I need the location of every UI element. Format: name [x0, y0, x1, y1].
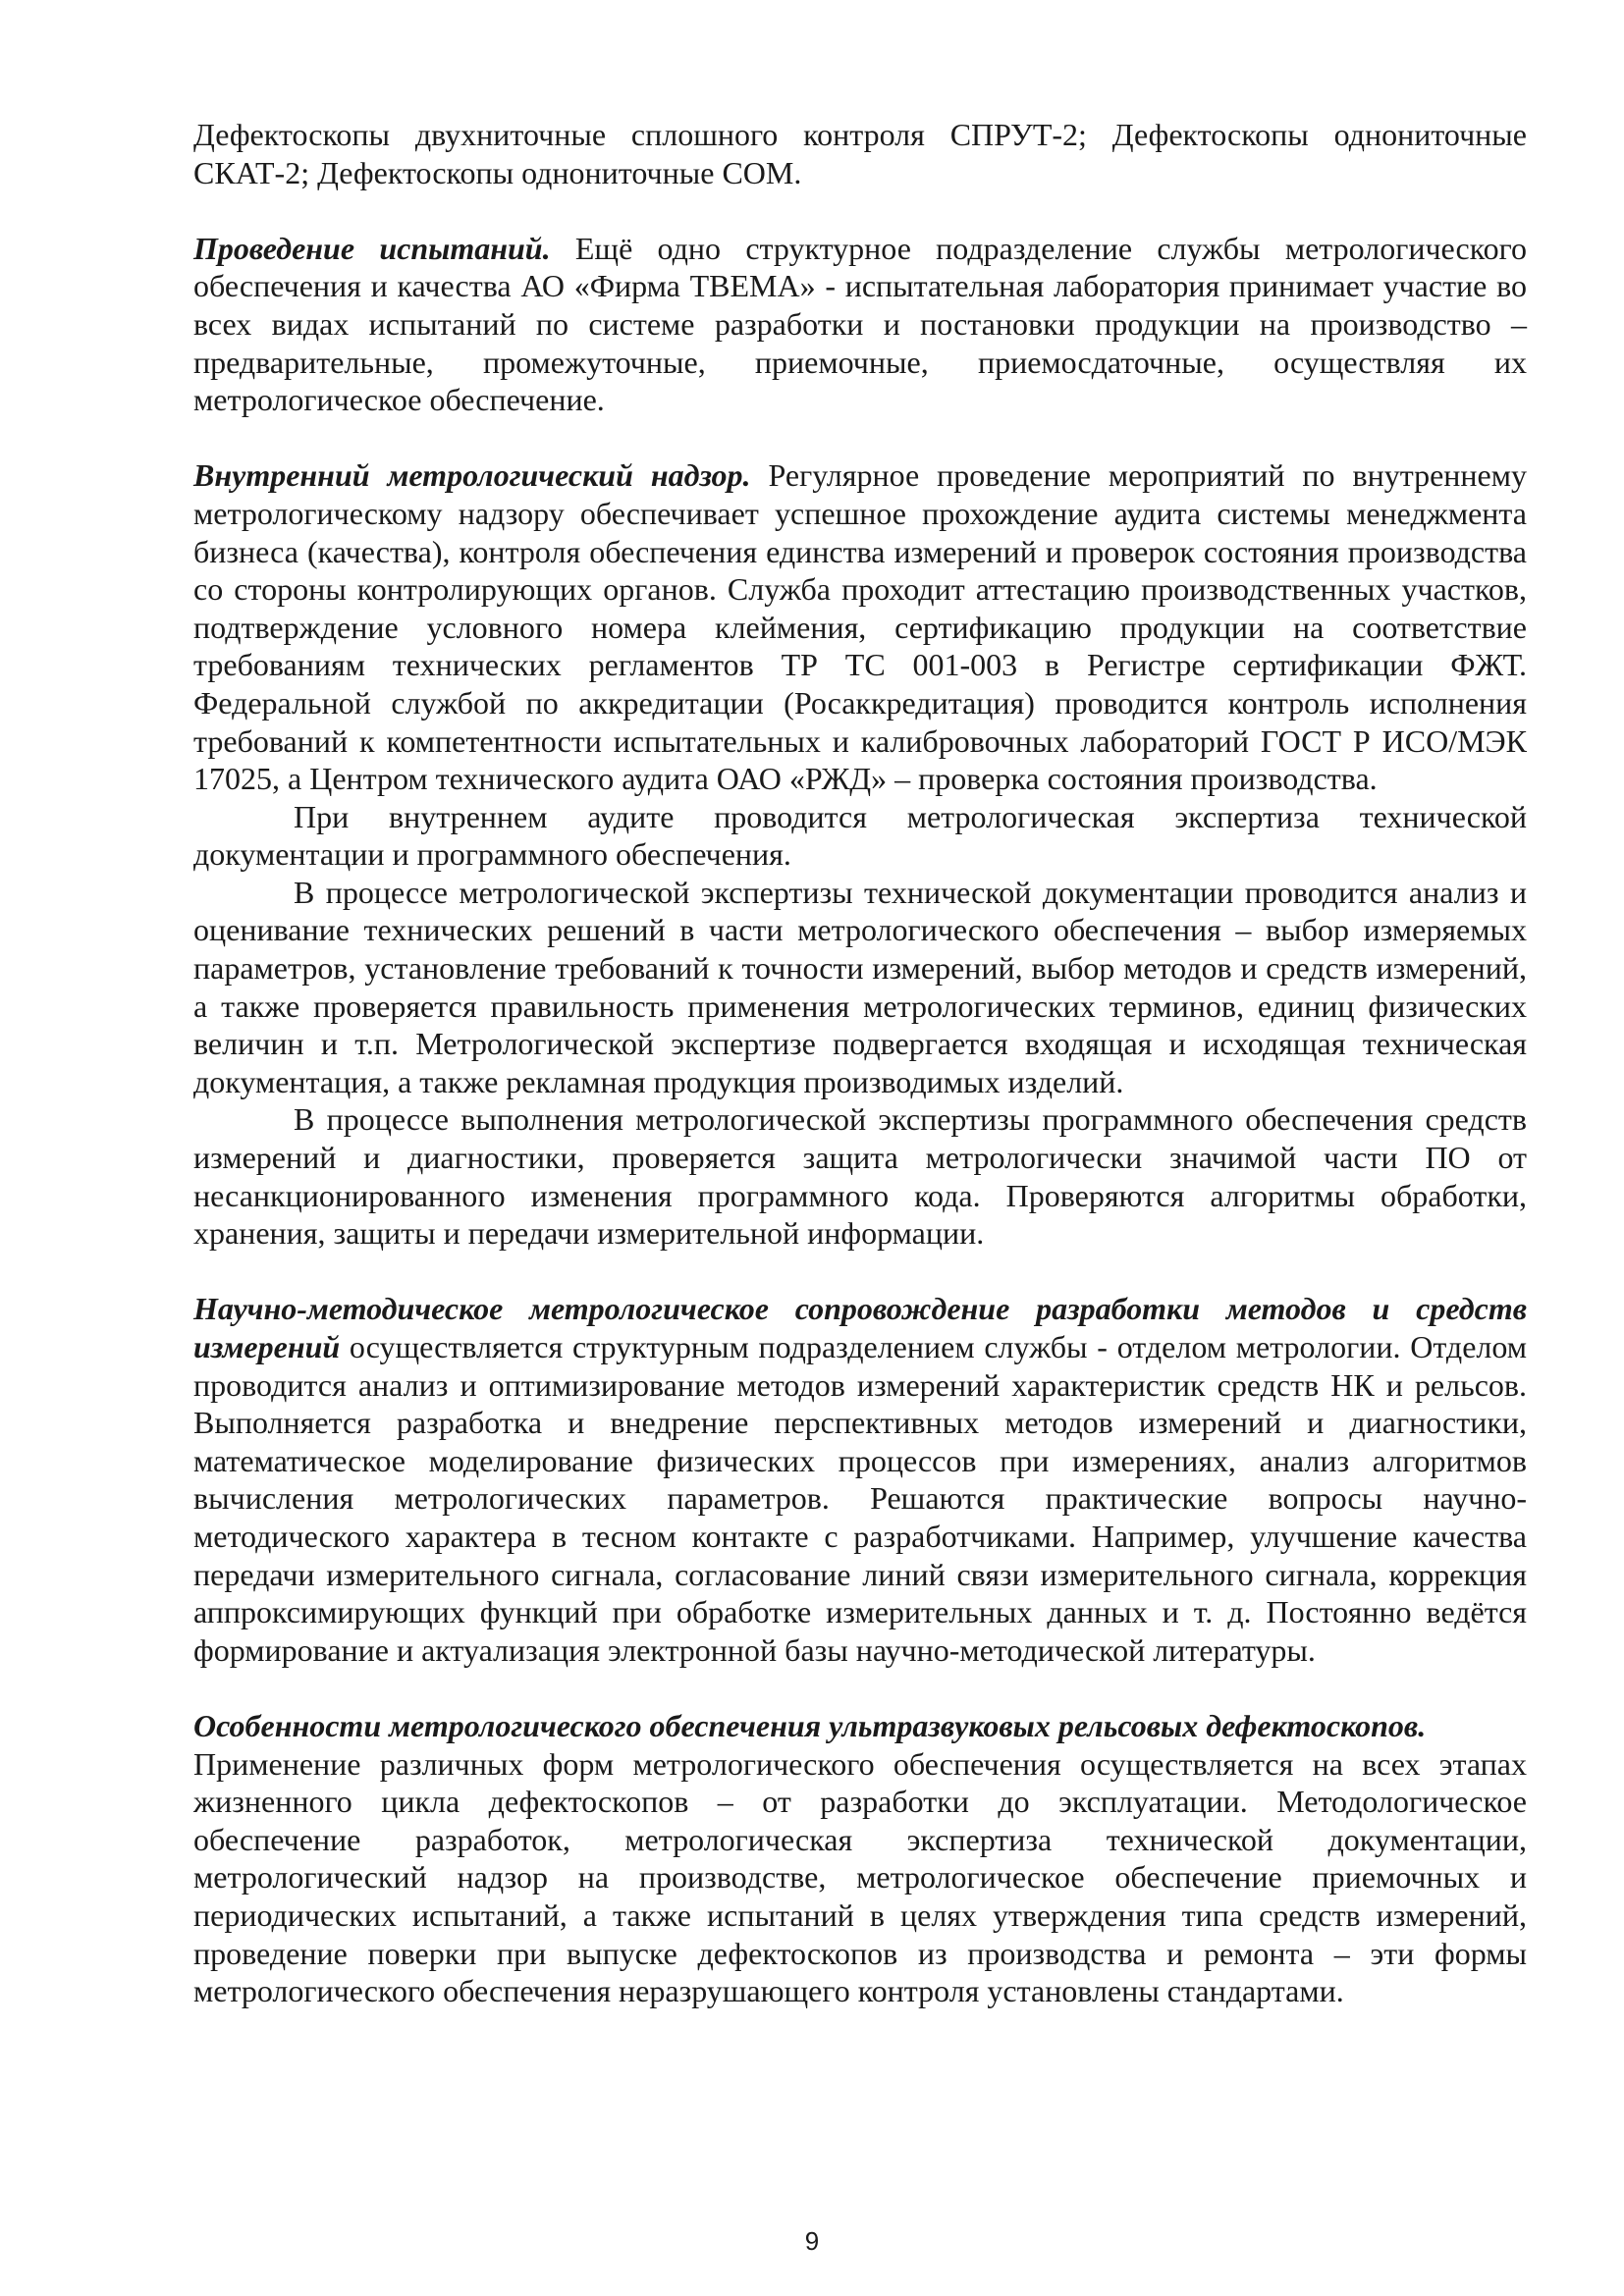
section-heading: Особенности метрологического обеспечения ультразвуковых рельсовых дефектоскопов.: [193, 1707, 1427, 1743]
paragraph-text: В процессе выполнения метрологической экспертизы программного обеспечения средств измерений и диагностики, проверяется защита метрологически значимой части ПО от несанкционированного изменения программного кода. Проверяются алгоритмы обработки, хранения, защиты и передачи измерительной информации.: [193, 1101, 1527, 1252]
paragraph-scientific-support: [193, 1290, 1527, 1669]
paragraph-documentation-expertise: [193, 874, 1527, 1101]
section-heading: Научно-методическое метрологическое сопровождение разработки методов и средств измерений: [193, 1291, 1527, 1364]
paragraph-text: В процессе метрологической экспертизы технической документации проводится анализ и оценивание технических решений в части метрологического обеспечения – выбор измеряемых параметров, установление требований к точности измерений, выбор методов и средств измерений, а также проверяется правильность применения метрологических терминов, единиц физических величин и т.п. Метрологической экспертизе подвергается входящая и исходящая техническая документация, а также рекламная продукция производимых изделий.: [193, 874, 1527, 1099]
paragraph-text: Применение различных форм метрологического обеспечения осуществляется на всех этапах жизненного цикла дефектоскопов – от разработки до эксплуатации. Методологическое обеспечение разработок, метрологическая экспертиза технической документации, метрологический надзор на производстве, метрологическое обеспечение приемочных и периодических испытаний, а также испытаний в целях утверждения типа средств измерений, проведение поверки при выпуске дефектоскопов из производства и ремонта – эти формы метрологического обеспечения неразрушающего контроля установлены стандартами.: [193, 1745, 1527, 2009]
paragraph-text: осуществляется структурным подразделением службы - отделом метрологии. Отделом проводится анализ и оптимизирование методов измерений характеристик средств НК и рельсов. Выполняется разработка и внедрение перспективных методов измерений и диагностики, математическое моделирование физических процессов при измерениях, анализ алгоритмов вычисления метрологических параметров. Решаются практические вопросы научно-методического характера в тесном контакте с разработчиками. Например, улучшение качества передачи измерительного сигнала, согласование линий связи измерительного сигнала, коррекция аппроксимирующих функций при обработке измерительных данных и т. д. Постоянно ведётся формирование и актуализация электронной базы научно-методической литературы.: [193, 1329, 1527, 1668]
section-heading: Внутренний метрологический надзор.: [193, 457, 751, 494]
paragraph-internal-audit: [193, 798, 1527, 874]
section-heading: Проведение испытаний.: [193, 230, 551, 266]
paragraph-ultrasonic-heading: [193, 1707, 1527, 1745]
page-number: 9: [804, 2226, 820, 2256]
document-page: [193, 116, 1527, 2010]
paragraph-testing: [193, 230, 1527, 419]
paragraph-text: При внутреннем аудите проводится метрологическая экспертиза технической документации и программного обеспечения.: [193, 798, 1527, 873]
paragraph-flaw-detectors-list: [193, 116, 1527, 191]
paragraph-text: Дефектоскопы двухниточные сплошного контроля СПРУТ-2; Дефектоскопы однониточные СКАТ-2; Дефектоскопы однониточные СОМ.: [193, 117, 1527, 190]
paragraph-text: Ещё одно структурное подразделение службы метрологического обеспечения и качества АО «Фирма ТВЕМА» - испытательная лаборатория принимает участие во всех видах испытаний по системе разработки и постановки продукции на производство – предварительные, промежуточные, приемочные, приемосдаточные, осуществляя их метрологическое обеспечение.: [193, 230, 1528, 418]
paragraph-text: Регулярное проведение мероприятий по внутреннему метрологическому надзору обеспечивает успешное прохождение аудита системы менеджмента бизнеса (качества), контроля обеспечения единства измерений и проверок состояния производства со стороны контролирующих органов. Служба проходит аттестацию производственных участков, подтверждение условного номера клеймения, сертификацию продукции на соответствие требованиям технических регламентов ТР ТС 001-003 в Регистре сертификации ФЖТ. Федеральной службой по аккредитации (Росаккредитация) проводится контроль исполнения требований к компетентности испытательных и калибровочных лабораторий ГОСТ Р ИСО/МЭК 17025, а Центром технического аудита ОАО «РЖД» – проверка состояния производства.: [193, 457, 1528, 797]
paragraph-lifecycle: [193, 1745, 1527, 2010]
paragraph-internal-supervision: [193, 456, 1527, 797]
paragraph-software-expertise: [193, 1100, 1527, 1252]
